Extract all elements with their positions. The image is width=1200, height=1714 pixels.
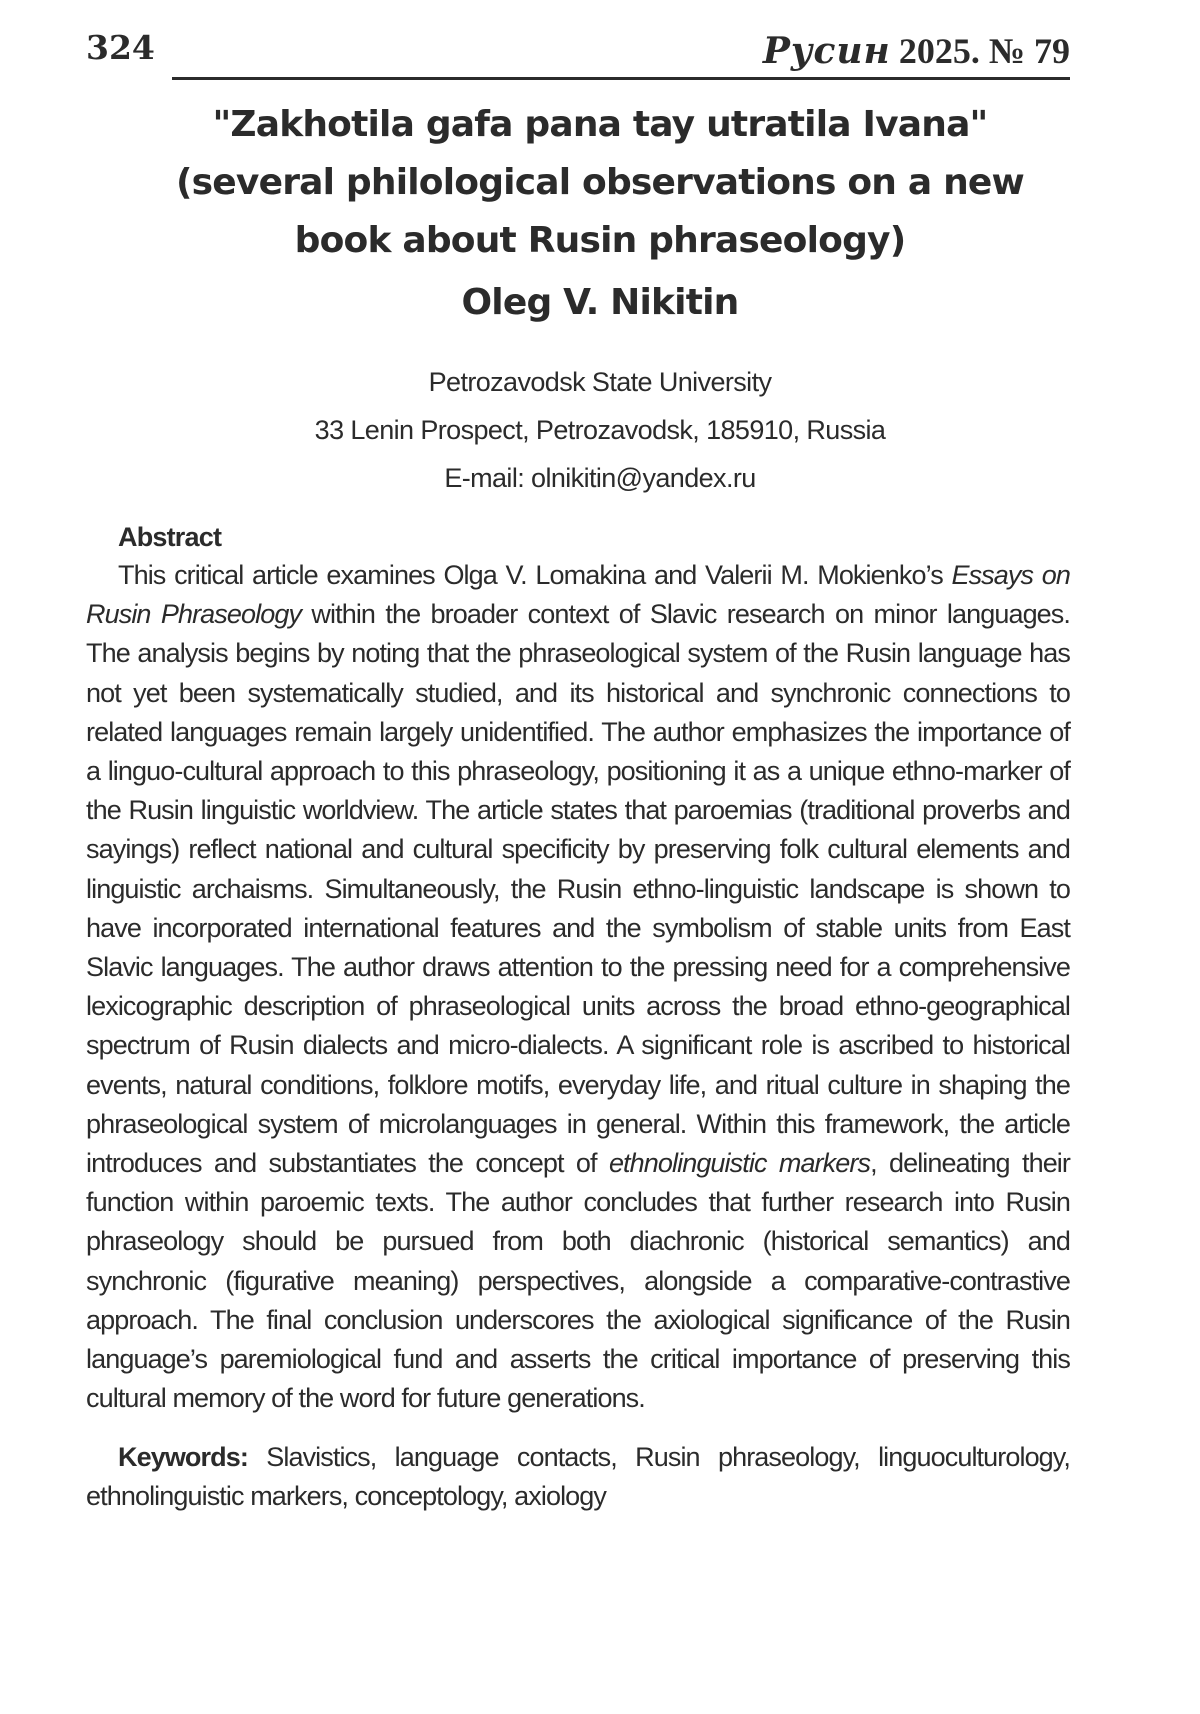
title-line-3: book about Rusin phraseology) [294,220,906,261]
abstract-text [86,556,1070,1418]
institution: Petrozavodsk State University [428,367,772,397]
article-title [100,96,1100,270]
author-affiliation [100,358,1100,502]
address: 33 Lenin Prospect, Petrozavodsk, 185910, Russia [314,415,886,445]
author-name: Oleg V. Nikitin [461,282,739,323]
abstract-part-2: within the broader context of Slavic research on minor languages. The analysis begins by noting that the phraseological system of the Rusin language has not yet been systematically studied, and its historical and synchronic connections to related languages remain largely unidentified. The author emphasizes the importance of a linguo-cultural approach to this phraseology, positioning it as a unique ethno-marker of the Rusin linguistic worldview. The article states that paroemias (traditional proverbs and sayings) reflect national and cultural specificity by preserving folk cultural elements and linguistic archaisms. Simultaneously, the Rusin ethno-linguistic landscape is shown to have incorporated international features and the symbolism of stable units from East Slavic languages. The author draws attention to the pressing need for a comprehensive lexicographic description of phraseological units across the broad ethno-geographical spectrum of Rusin dialects and micro-dialects. A significant role is ascribed to historical events, natural conditions, folklore motifs, everyday life, and ritual culture in shaping the phraseological system of microlanguages in general. Within this framework, the article introduces and substantiates the concept of [86,599,1071,1179]
header-rule [172,77,1070,80]
title-line-2: (several philological observations on a new [176,162,1024,203]
keywords-text: Slavistics, language contacts, Rusin phraseology, linguoculturology, ethnolinguistic markers, conceptology, axiology [86,1442,1070,1512]
journal-name: Русин [762,30,891,72]
journal-info [763,30,1070,72]
abstract-part-1: This critical article examines Olga V. Lomakina and Valerii M. Mokienko’s [118,560,952,590]
keywords [86,1438,1070,1516]
abstract-heading: Abstract [118,522,222,552]
keywords-label: Keywords: [118,1442,248,1472]
running-header [86,28,1070,78]
abstract-part-3: , delineating their function within paroemic texts. The author concludes that further research into Rusin phraseology should be pursued from both diachronic (historical semantics) and synchronic (figurative meaning) perspectives, alongside a comparative-contrastive approach. The final conclusion underscores the axiological significance of the Rusin language’s paremiological fund and asserts the critical importance of preserving this cultural memory of the word for future generations. [86,1148,1070,1414]
book-title: Essays on Rusin Phraseology [86,560,1070,630]
title-line-1: "Zakhotila gafa pana tay utratila Ivana" [212,104,988,145]
journal-issue: 2025. № 79 [898,31,1070,71]
page-number: 324 [86,28,155,67]
email: E-mail: olnikitin@yandex.ru [444,463,756,493]
term-ethnolinguistic-markers: ethnolinguistic markers [608,1148,871,1179]
